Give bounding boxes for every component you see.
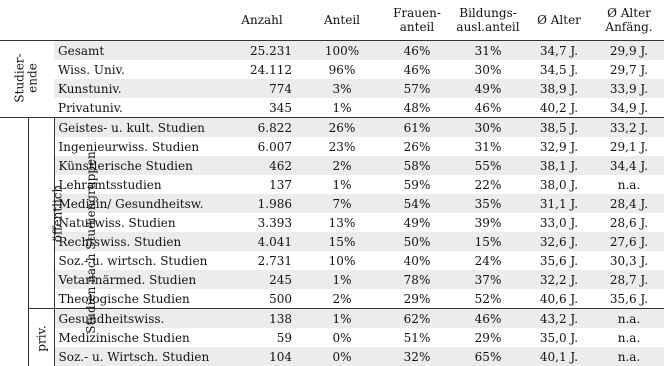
table-row bbox=[0, 60, 664, 79]
table-body bbox=[0, 41, 664, 366]
row-label: Theologische Studien bbox=[54, 289, 222, 309]
cell-alter: 40,1 J. bbox=[524, 347, 594, 366]
header-bildungsauslaender bbox=[452, 0, 524, 41]
cell-alter-anf: n.a. bbox=[594, 347, 664, 366]
cell-anzahl: 6.007 bbox=[222, 137, 302, 156]
cell-frauen: 50% bbox=[382, 232, 452, 251]
row-label: Privatuniv. bbox=[54, 98, 222, 118]
row-label: Künstlerische Studien bbox=[54, 156, 222, 175]
cell-anzahl: 2.731 bbox=[222, 251, 302, 270]
cell-anzahl: 25.231 bbox=[222, 41, 302, 61]
table-row bbox=[0, 289, 664, 309]
cell-alter: 43,2 J. bbox=[524, 309, 594, 329]
cell-bildung: 24% bbox=[452, 251, 524, 270]
cell-alter-anf: 29,9 J. bbox=[594, 41, 664, 61]
cell-anzahl: 6.822 bbox=[222, 118, 302, 138]
group-label-priv-label-1: priv. bbox=[35, 325, 48, 351]
cell-alter-anf: 34,9 J. bbox=[594, 98, 664, 118]
cell-anteil: 100% bbox=[302, 41, 382, 61]
cell-bildung: 65% bbox=[452, 347, 524, 366]
cell-anteil: 96% bbox=[302, 60, 382, 79]
cell-frauen: 29% bbox=[382, 289, 452, 309]
cell-alter-anf: 29,1 J. bbox=[594, 137, 664, 156]
cell-alter-anf: 29,7 J. bbox=[594, 60, 664, 79]
row-label: Medizinische Studien bbox=[54, 328, 222, 347]
cell-anzahl: 1.986 bbox=[222, 194, 302, 213]
group-label-studierende-text bbox=[14, 53, 40, 102]
table-row bbox=[0, 232, 664, 251]
table-row bbox=[0, 347, 664, 366]
group-label-studierende-label-1: Studier- bbox=[14, 53, 27, 102]
cell-alter: 31,1 J. bbox=[524, 194, 594, 213]
cell-anzahl: 245 bbox=[222, 270, 302, 289]
row-label: Gesamt bbox=[54, 41, 222, 61]
header-bildungsauslaender-line1: Bildungs- bbox=[459, 6, 517, 20]
cell-alter-anf: 28,4 J. bbox=[594, 194, 664, 213]
table-header bbox=[0, 0, 664, 41]
cell-bildung: 31% bbox=[452, 41, 524, 61]
cell-frauen: 48% bbox=[382, 98, 452, 118]
cell-alter: 38,1 J. bbox=[524, 156, 594, 175]
header-frauenanteil-line1: Frauen- bbox=[393, 6, 441, 20]
row-label: Vetarinärmed. Studien bbox=[54, 270, 222, 289]
header-frauenanteil-line2: anteil bbox=[400, 20, 434, 34]
group-label-oeffentlich bbox=[28, 118, 54, 309]
group-label-oeffentlich-text bbox=[51, 185, 64, 243]
table-row bbox=[0, 137, 664, 156]
row-label: Lehramtsstudien bbox=[54, 175, 222, 194]
cell-anteil: 0% bbox=[302, 347, 382, 366]
cell-anzahl: 24.112 bbox=[222, 60, 302, 79]
cell-alter: 32,9 J. bbox=[524, 137, 594, 156]
cell-bildung: 15% bbox=[452, 232, 524, 251]
row-label: Naturwiss. Studien bbox=[54, 213, 222, 232]
cell-anteil: 0% bbox=[302, 328, 382, 347]
cell-alter-anf: 34,4 J. bbox=[594, 156, 664, 175]
cell-anzahl: 137 bbox=[222, 175, 302, 194]
cell-anteil: 1% bbox=[302, 270, 382, 289]
row-label: Gesundheitswiss. bbox=[54, 309, 222, 329]
cell-alter-anf: 33,9 J. bbox=[594, 79, 664, 98]
cell-bildung: 46% bbox=[452, 309, 524, 329]
header-bildungsauslaender-line2: ausl.anteil bbox=[456, 20, 519, 34]
group-label-priv bbox=[28, 309, 54, 366]
table-row bbox=[0, 175, 664, 194]
header-anteil: Anteil bbox=[302, 0, 382, 41]
cell-bildung: 22% bbox=[452, 175, 524, 194]
header-frauenanteil bbox=[382, 0, 452, 41]
table-row bbox=[0, 98, 664, 118]
table-row bbox=[0, 328, 664, 347]
cell-alter: 35,0 J. bbox=[524, 328, 594, 347]
cell-bildung: 31% bbox=[452, 137, 524, 156]
cell-alter: 38,0 J. bbox=[524, 175, 594, 194]
cell-anzahl: 4.041 bbox=[222, 232, 302, 251]
cell-anteil: 23% bbox=[302, 137, 382, 156]
group-label-studierende bbox=[0, 41, 54, 118]
cell-alter-anf: n.a. bbox=[594, 328, 664, 347]
cell-bildung: 49% bbox=[452, 79, 524, 98]
cell-anzahl: 462 bbox=[222, 156, 302, 175]
cell-bildung: 35% bbox=[452, 194, 524, 213]
row-label: Ingenieurwiss. Studien bbox=[54, 137, 222, 156]
table-row bbox=[0, 79, 664, 98]
cell-frauen: 57% bbox=[382, 79, 452, 98]
cell-anteil: 1% bbox=[302, 98, 382, 118]
table-row bbox=[0, 156, 664, 175]
group-label-studien-label-1: Studien nach Studiengruppen bbox=[85, 151, 98, 334]
row-label: Soz.- u. wirtsch. Studien bbox=[54, 251, 222, 270]
cell-alter: 34,7 J. bbox=[524, 41, 594, 61]
cell-alter: 40,2 J. bbox=[524, 98, 594, 118]
cell-frauen: 58% bbox=[382, 156, 452, 175]
group-label-studien bbox=[0, 118, 28, 366]
cell-alter: 38,5 J. bbox=[524, 118, 594, 138]
cell-alter: 34,5 J. bbox=[524, 60, 594, 79]
cell-bildung: 55% bbox=[452, 156, 524, 175]
cell-bildung: 52% bbox=[452, 289, 524, 309]
header-empty-cell bbox=[0, 0, 222, 41]
header-alter: Ø Alter bbox=[524, 0, 594, 41]
cell-alter-anf: 35,6 J. bbox=[594, 289, 664, 309]
cell-frauen: 40% bbox=[382, 251, 452, 270]
cell-anteil: 1% bbox=[302, 309, 382, 329]
group-label-studierende-label-2: ende bbox=[27, 53, 40, 102]
cell-bildung: 46% bbox=[452, 98, 524, 118]
cell-bildung: 37% bbox=[452, 270, 524, 289]
header-alter-anfaenger-line2: Anfäng. bbox=[605, 20, 652, 34]
table-row bbox=[0, 251, 664, 270]
cell-anteil: 10% bbox=[302, 251, 382, 270]
row-label: Geistes- u. kult. Studien bbox=[54, 118, 222, 138]
table-row bbox=[0, 270, 664, 289]
cell-alter-anf: 28,7 J. bbox=[594, 270, 664, 289]
row-label: Rechtswiss. Studien bbox=[54, 232, 222, 251]
table-row bbox=[0, 41, 664, 61]
cell-anzahl: 138 bbox=[222, 309, 302, 329]
cell-alter-anf: n.a. bbox=[594, 309, 664, 329]
cell-anteil: 26% bbox=[302, 118, 382, 138]
cell-frauen: 26% bbox=[382, 137, 452, 156]
cell-alter: 40,6 J. bbox=[524, 289, 594, 309]
table-row bbox=[0, 194, 664, 213]
cell-anteil: 7% bbox=[302, 194, 382, 213]
cell-frauen: 49% bbox=[382, 213, 452, 232]
table-row bbox=[0, 118, 664, 138]
cell-alter: 33,0 J. bbox=[524, 213, 594, 232]
cell-anteil: 1% bbox=[302, 175, 382, 194]
row-label: Wiss. Univ. bbox=[54, 60, 222, 79]
cell-anteil: 15% bbox=[302, 232, 382, 251]
cell-frauen: 46% bbox=[382, 60, 452, 79]
cell-frauen: 51% bbox=[382, 328, 452, 347]
cell-alter: 32,6 J. bbox=[524, 232, 594, 251]
header-alter-anfaenger-line1: Ø Alter bbox=[607, 6, 651, 20]
cell-anzahl: 774 bbox=[222, 79, 302, 98]
cell-alter: 38,9 J. bbox=[524, 79, 594, 98]
group-label-studien-text bbox=[85, 151, 98, 334]
cell-anzahl: 345 bbox=[222, 98, 302, 118]
cell-alter-anf: 28,6 J. bbox=[594, 213, 664, 232]
cell-alter-anf: n.a. bbox=[594, 175, 664, 194]
cell-anzahl: 3.393 bbox=[222, 213, 302, 232]
cell-alter-anf: 30,3 J. bbox=[594, 251, 664, 270]
row-label: Medizin/ Gesundheitsw. bbox=[54, 194, 222, 213]
cell-alter: 35,6 J. bbox=[524, 251, 594, 270]
cell-bildung: 29% bbox=[452, 328, 524, 347]
cell-anzahl: 500 bbox=[222, 289, 302, 309]
cell-alter: 32,2 J. bbox=[524, 270, 594, 289]
cell-frauen: 59% bbox=[382, 175, 452, 194]
table-row bbox=[0, 213, 664, 232]
cell-anteil: 3% bbox=[302, 79, 382, 98]
cell-frauen: 62% bbox=[382, 309, 452, 329]
table-row bbox=[0, 309, 664, 329]
header-anzahl: Anzahl bbox=[222, 0, 302, 41]
row-label: Kunstuniv. bbox=[54, 79, 222, 98]
cell-frauen: 78% bbox=[382, 270, 452, 289]
cell-anteil: 2% bbox=[302, 156, 382, 175]
cell-frauen: 61% bbox=[382, 118, 452, 138]
cell-bildung: 30% bbox=[452, 118, 524, 138]
cell-frauen: 32% bbox=[382, 347, 452, 366]
cell-frauen: 54% bbox=[382, 194, 452, 213]
group-label-priv-text bbox=[35, 325, 48, 351]
cell-anteil: 13% bbox=[302, 213, 382, 232]
header-alter-anfaenger bbox=[594, 0, 664, 41]
cell-alter-anf: 33,2 J. bbox=[594, 118, 664, 138]
cell-frauen: 46% bbox=[382, 41, 452, 61]
cell-alter-anf: 27,6 J. bbox=[594, 232, 664, 251]
cell-bildung: 30% bbox=[452, 60, 524, 79]
cell-anzahl: 104 bbox=[222, 347, 302, 366]
cell-anzahl: 59 bbox=[222, 328, 302, 347]
group-label-oeffentlich-label-1: öffentlich bbox=[51, 185, 64, 243]
cell-bildung: 39% bbox=[452, 213, 524, 232]
cell-anteil: 2% bbox=[302, 289, 382, 309]
row-label: Soz.- u. Wirtsch. Studien bbox=[54, 347, 222, 366]
